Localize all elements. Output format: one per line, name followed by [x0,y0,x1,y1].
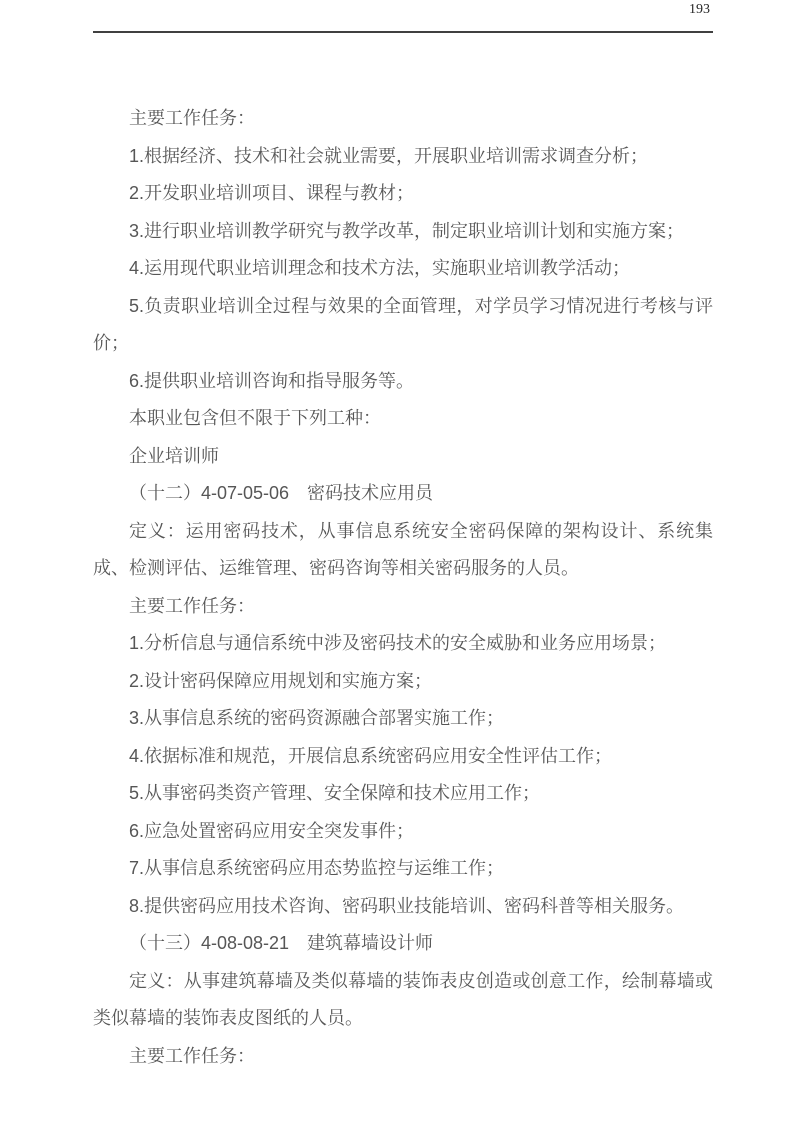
section-12-heading [93,475,713,513]
text-line: 2.开发职业培训项目、课程与教材； [129,183,415,203]
text-line: 定义：从事建筑幕墙及类似幕墙的装饰表皮创造或创意工作，绘制幕墙或 [129,970,713,991]
tasks-heading [93,1038,713,1076]
trade-name [93,438,713,476]
text-line: 8.提供密码应用技术咨询、密码职业技能培训、密码科普等相关服务。 [129,895,685,916]
document-body [93,100,713,1075]
task-item [93,888,713,926]
text-line: 定义：运用密码技术，从事信息系统安全密码保障的架构设计、系统集 [129,520,713,541]
included-trades-note [93,400,713,438]
text-line: 5.负责职业培训全过程与效果的全面管理，对学员学习情况进行考核与评 [129,295,713,316]
text-line: 5.从事密码类资产管理、安全保障和技术应用工作； [129,783,541,803]
tasks-heading [93,100,713,138]
task-item [93,363,713,401]
task-item [93,625,713,663]
page-number: 193 [689,2,710,17]
header-rule [93,31,713,33]
task-item [93,250,713,288]
task-item [93,775,713,813]
text-line: 主要工作任务： [129,1045,255,1066]
task-item [93,700,713,738]
text-line: 2.设计密码保障应用规划和实施方案； [129,670,433,691]
definition [93,963,713,1038]
text-line: 6.应急处置密码应用安全突发事件； [129,820,415,841]
text-line: 主要工作任务： [129,595,255,616]
text-line: （十三）4-08-08-21 建筑幕墙设计师 [129,933,434,953]
text-line: 4.依据标准和规范，开展信息系统密码应用安全性评估工作； [129,745,613,766]
text-line: 7.从事信息系统密码应用态势监控与运维工作； [129,858,505,878]
task-item [93,813,713,851]
text-line: 3.从事信息系统的密码资源融合部署实施工作； [129,708,505,728]
text-line: 1.分析信息与通信系统中涉及密码技术的安全威胁和业务应用场景； [129,633,667,653]
text-line: （十二）4-07-05-06 密码技术应用员 [129,483,434,503]
text-line: 价； [93,333,129,353]
text-line: 主要工作任务： [129,108,255,128]
task-item [93,138,713,176]
task-item [93,738,713,776]
task-item [93,175,713,213]
text-line: 6.提供职业培训咨询和指导服务等。 [129,370,415,391]
text-line: 类似幕墙的装饰表皮图纸的人员。 [93,1008,363,1028]
text-line: 成、检测评估、运维管理、密码咨询等相关密码服务的人员。 [93,558,579,578]
text-line: 4.运用现代职业培训理念和技术方法，实施职业培训教学活动； [129,258,631,278]
definition [93,513,713,588]
text-line: 本职业包含但不限于下列工种： [129,408,381,428]
tasks-heading [93,588,713,626]
section-13-heading [93,925,713,963]
text-line: 1.根据经济、技术和社会就业需要，开展职业培训需求调查分析； [129,145,649,166]
task-item [93,288,713,363]
task-item [93,213,713,251]
text-line: 企业培训师 [129,445,219,466]
text-line: 3.进行职业培训教学研究与教学改革，制定职业培训计划和实施方案； [129,220,685,241]
task-item [93,850,713,888]
task-item [93,663,713,701]
